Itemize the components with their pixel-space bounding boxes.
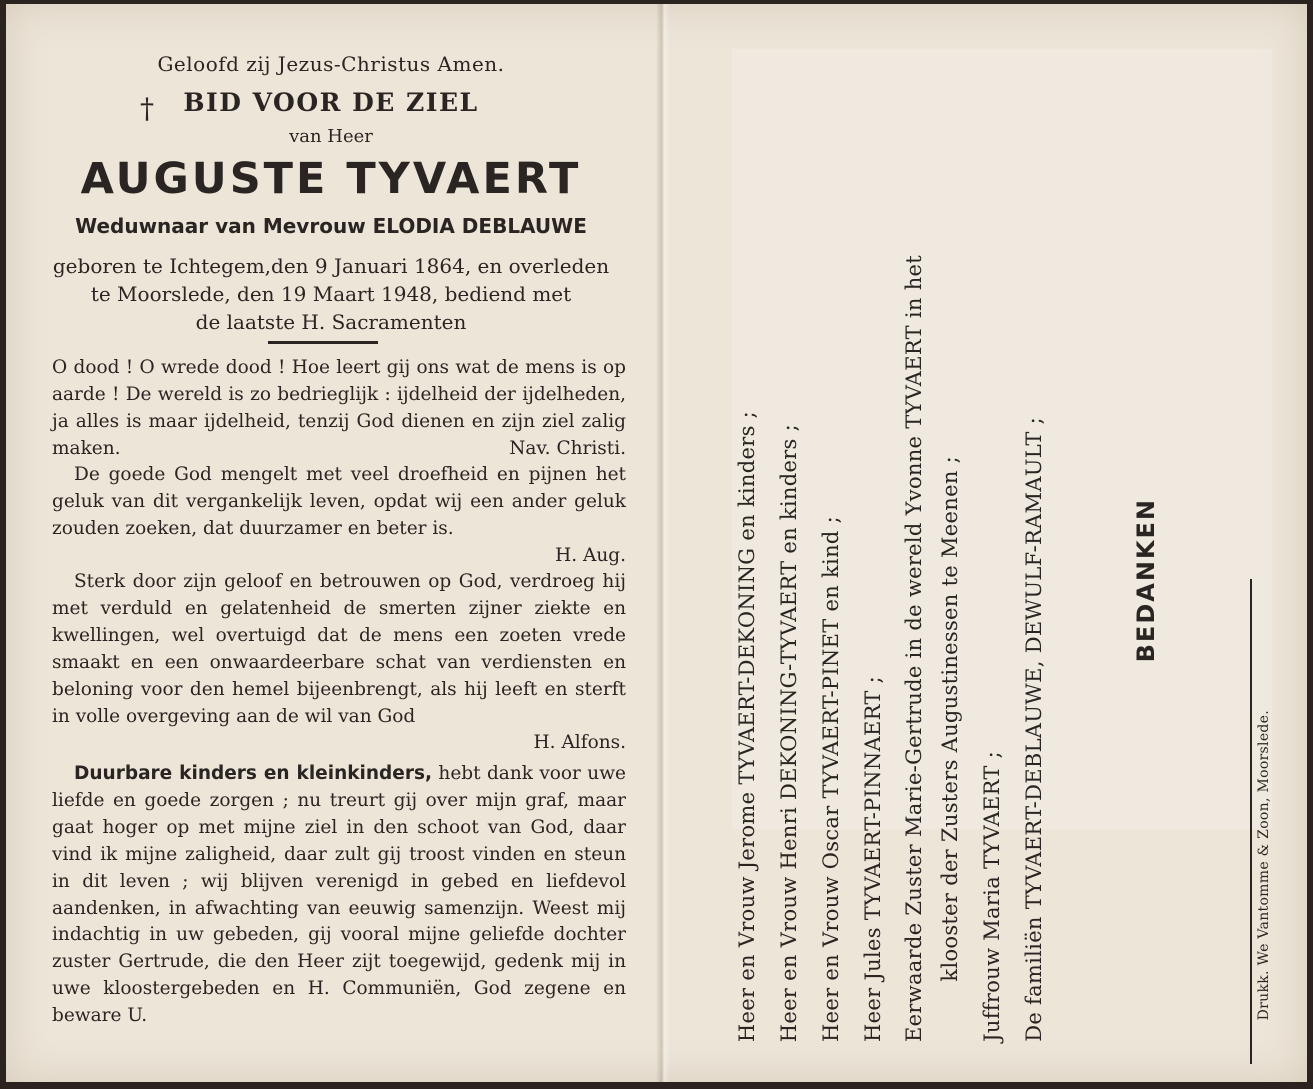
birth-line-1: geboren te Ichtegem,den 9 Januari 1864, en overleden <box>52 254 610 278</box>
cross-icon: † <box>140 92 154 125</box>
divider <box>268 341 378 344</box>
left-panel <box>6 4 656 1082</box>
paragraph-2-source: H. Aug. <box>555 544 626 566</box>
paragraph-3-source: H. Alfons. <box>533 732 626 754</box>
birth-line-2: te Moorslede, den 19 Maart 1948, bediend met <box>90 282 572 306</box>
paragraph-4 <box>52 761 626 1030</box>
pray-heading: BID VOOR DE ZIEL <box>183 88 479 117</box>
birth-line-3: de laatste H. Sacramenten <box>195 310 467 334</box>
paragraph-1-text: O dood ! O wrede dood ! Hoe leert gij ons wat de mens is op aarde ! De wereld is zo bedrieglijk : ijdelheid der ijdelheden, ja alles is maar ijdelheid, tenzij God dienen en zijn ziel zalig maken. <box>52 357 626 459</box>
paragraph-4-address: Duurbare kinders en kleinkinders, <box>74 763 433 784</box>
deceased-name: AUGUSTE TYVAERT <box>80 154 582 204</box>
widower-line: Weduwnaar van Mevrouw ELODIA DEBLAUWE <box>75 214 587 238</box>
paragraph-1 <box>52 355 626 463</box>
paragraph-2-text: De goede God mengelt met veel droefheid en pijnen het geluk van dit vergankelijk leven, opdat wij een ander geluk zouden zoeken, dat duurzamer en beter is. <box>52 464 626 539</box>
memorial-card <box>6 4 1307 1082</box>
mourner-2: Heer en Vrouw Henri DEKONING-TYVAERT en kinders ; <box>777 423 801 1042</box>
thanks-heading: BEDANKEN <box>1132 497 1160 662</box>
faded-photo-area <box>732 49 1272 829</box>
mourner-5: Eerwaarde Zuster Marie-Gertrude in de wereld Yvonne TYVAERT in het <box>902 255 926 1042</box>
paragraph-1-source: Nav. Christi. <box>509 437 626 459</box>
mourner-4: Heer Jules TYVAERT-PINNAERT ; <box>861 676 885 1042</box>
opening-praise: Geloofd zij Jezus-Christus Amen. <box>157 52 505 76</box>
mourner-7: De familiën TYVAERT-DEBLAUWE, DEWULF-RAMAULT ; <box>1022 417 1046 1042</box>
mourner-1: Heer en Vrouw Jerome TYVAERT-DEKONING en kinders ; <box>735 410 759 1042</box>
printer-credit: Drukk. We Vantomme & Zoon, Moorslede. <box>1256 709 1272 1020</box>
paragraph-3 <box>52 569 626 757</box>
right-panel <box>662 4 1307 1082</box>
paragraph-2 <box>52 462 626 570</box>
van-heer: van Heer <box>289 126 373 147</box>
printer-rule <box>1250 579 1252 1064</box>
mourner-6: Juffrouw Maria TYVAERT ; <box>980 751 1004 1042</box>
mourner-3: Heer en Vrouw Oscar TYVAERT-PINET en kind ; <box>819 516 843 1042</box>
paragraph-3-text: Sterk door zijn geloof en betrouwen op God, verdroeg hij met verduld en gelatenheid de smerten zijner ziekte en kwellingen, wel overtuigd dat de mens een zoeten vrede smaakt en een onwaardeerbare schat van verdiensten en beloning voor den hemel bijeenbrengt, als hij leeft en sterft in volle overgeving aan de wil van God <box>52 571 626 727</box>
mourner-5-cont: klooster der Zusters Augustinessen te Meenen ; <box>938 456 962 982</box>
paragraph-4-text: hebt dank voor uwe liefde en goede zorgen ; nu treurt gij over mijn graf, maar gaat hoger op met mijne ziel in den schoot van God, daar vind ik mijne zaligheid, daar zult gij troost vinden en steun in dit leven ; wij blijven verenigd in gebed en liefdevol aandenken, in afwachting van eeuwig samenzijn. Weest mij indachtig in uw gebeden, gij vooral mijne geliefde dochter zuster Gertrude, die den Heer zijt toegewijd, gedenk mij in uwe kloostergebeden en H. Communiën, God zegene en beware U. <box>52 763 626 1027</box>
